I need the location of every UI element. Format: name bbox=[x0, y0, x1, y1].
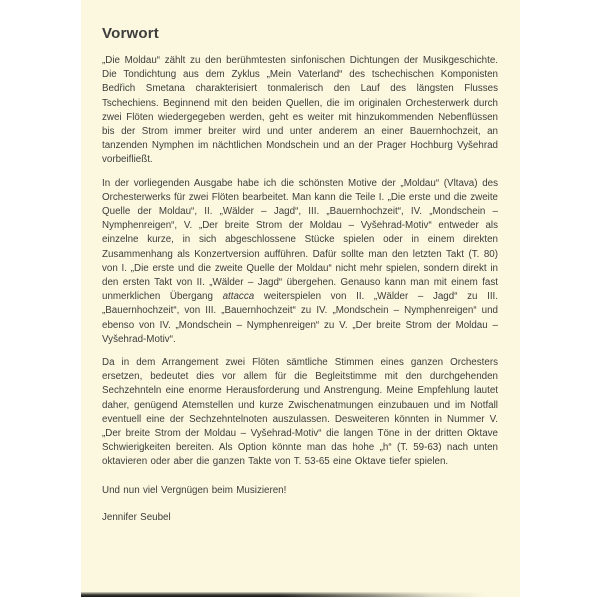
attacca-italic-term: attacca bbox=[222, 291, 255, 303]
paragraph-introduction: „Die Moldau“ zählt zu den berühmtesten sinfonischen Dichtungen der Musikgeschichte. Die Tondichtung aus dem Zyklus „Mein Vaterland“ des tschechischen Komponisten Bedřich Smetana charakterisiert tonmalerisch den Lauf des längsten Flusses Tschechiens. Beginnend mit den beiden Quellen, die im originalen Orchesterwerk durch zwei Flöten wiedergegeben werden, geht es weiter mit hinzukommenden Nebenflüssen bis der Strom immer breiter wird und unter anderem an einer Bauernhochzeit, an tanzenden Nymphen im nächtlichen Mondschein und an der Prager Hochburg Vyšehrad vorbeifließt. bbox=[102, 55, 498, 166]
book-page bbox=[81, 0, 520, 597]
paragraph-arrangement-text-after: weiterspielen von II. „Wälder – Jagd“ zu III. „Bauernhochzeit“, von III. „Bauernhochzeit“ zu IV. „Mondschein – Nymphenreigen“ und ebenso von IV. „Mondschein – Nymphenreigen“ zu V. „Der breite Strom der Moldau – Vyšehrad-Motiv“. bbox=[102, 291, 498, 345]
paragraph-arrangement-text-before: In der vorliegenden Ausgabe habe ich die schönsten Motive der „Moldau“ (Vltava) des Orchesterwerks für zwei Flöten bearbeitet. Man kann die Teile I. „Die erste und die zweite Quelle der Moldau“, II. „Wälder – Jagd“, III. „Bauernhochzeit“, IV. „Mondschein – Nymphenreigen“, V. „Der breite Strom der Moldau – Vyšehrad-Motiv“ entweder als einzelne kurze, in sich abgeschlossene Stücke spielen oder in einem direkten Zusammenhang als Konzertversion aufführen. Dafür sollte man den letzten Takt (T. 80) von I. „Die erste und die zweite Quelle der Moldau“ nicht mehr spielen, sondern direkt in den ersten Takt von II. „Wälder – Jagd“ übergehen. Genauso kann man mit einem fast unmerklichen Übergang bbox=[102, 177, 498, 303]
page-bottom-edge-shadow bbox=[81, 592, 520, 597]
closing-line: Und nun viel Vergnügen beim Musizieren! bbox=[102, 484, 287, 496]
page-title: Vorwort bbox=[102, 25, 159, 42]
author-signature: Jennifer Seubel bbox=[102, 511, 171, 523]
paragraph-arrangement bbox=[102, 177, 498, 347]
paragraph-performance-advice: Da in dem Arrangement zwei Flöten sämtliche Stimmen eines ganzen Orchesters ersetzen, bedeutet dies vor allem für die Begleitstimme mit den durchgehenden Sechzehnteln eine enorme Herausforderung und Anstrengung. Meine Empfehlung lautet daher, genügend Atemstellen und kurze Zwischenatmungen einzubauen und im Notfall eventuell eine der Sechzehntelnoten auszulassen. Desweiteren könnten in Nummer V. „Der breite Strom der Moldau – Vyšehrad-Motiv“ die langen Töne in der dritten Oktave Schwierigkeiten bereiten. Als Option könnte man das hohe „h“ (T. 59-63) nach unten oktavieren oder aber die ganzen Takte von T. 53-65 eine Oktave tiefer spielen. bbox=[102, 357, 498, 468]
